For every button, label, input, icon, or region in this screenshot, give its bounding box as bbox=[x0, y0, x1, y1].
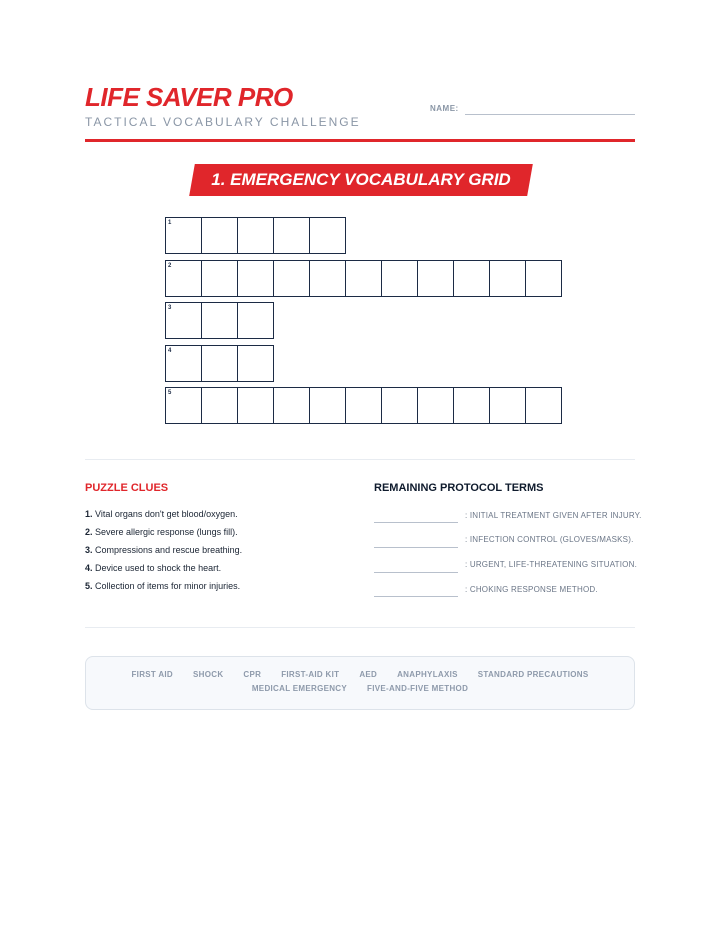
word-bank-term: STANDARD PRECAUTIONS bbox=[477, 670, 589, 679]
letter-cell[interactable] bbox=[165, 260, 202, 297]
letter-cell[interactable] bbox=[273, 260, 310, 297]
letter-cell[interactable] bbox=[381, 387, 418, 424]
letter-cell[interactable] bbox=[309, 387, 346, 424]
terms-heading: REMAINING PROTOCOL TERMS bbox=[374, 482, 544, 494]
word-bank-term: CPR bbox=[243, 670, 262, 679]
word-bank-term: MEDICAL EMERGENCY bbox=[251, 684, 348, 693]
letter-cell[interactable] bbox=[489, 387, 526, 424]
clue-item bbox=[85, 545, 242, 555]
letter-cell[interactable] bbox=[201, 260, 238, 297]
clue-number: 3. bbox=[85, 545, 93, 555]
divider bbox=[85, 627, 635, 628]
letter-cell[interactable] bbox=[525, 260, 562, 297]
term-definition: : INITIAL TREATMENT GIVEN AFTER INJURY. bbox=[465, 511, 642, 520]
clue-text: Device used to shock the heart. bbox=[95, 563, 222, 573]
worksheet-header bbox=[85, 82, 635, 144]
letter-cell[interactable] bbox=[201, 387, 238, 424]
letter-cell[interactable] bbox=[417, 387, 454, 424]
letter-cell[interactable] bbox=[201, 302, 238, 339]
clue-text: Collection of items for minor injuries. bbox=[95, 581, 241, 591]
name-input-line[interactable] bbox=[465, 114, 635, 115]
term-answer-line[interactable] bbox=[374, 547, 458, 548]
clue-item bbox=[85, 527, 238, 537]
clue-text: Vital organs don't get blood/oxygen. bbox=[95, 509, 238, 519]
grid-row-2 bbox=[165, 260, 561, 297]
clue-item bbox=[85, 563, 221, 573]
letter-cell[interactable] bbox=[309, 217, 346, 254]
letter-cell[interactable] bbox=[165, 302, 202, 339]
cell-number: 4 bbox=[168, 348, 172, 354]
letter-cell[interactable] bbox=[489, 260, 526, 297]
letter-cell[interactable] bbox=[273, 387, 310, 424]
letter-cell[interactable] bbox=[417, 260, 454, 297]
letter-cell[interactable] bbox=[237, 345, 274, 382]
header-rule bbox=[85, 139, 635, 142]
term-definition: : CHOKING RESPONSE METHOD. bbox=[465, 585, 598, 594]
letter-cell[interactable] bbox=[345, 387, 382, 424]
term-answer-line[interactable] bbox=[374, 522, 458, 523]
word-bank-term: FIRST-AID KIT bbox=[281, 670, 340, 679]
cell-number: 5 bbox=[168, 390, 172, 396]
letter-cell[interactable] bbox=[237, 387, 274, 424]
letter-cell[interactable] bbox=[381, 260, 418, 297]
cell-number: 1 bbox=[168, 220, 172, 226]
term-definition: : URGENT, LIFE-THREATENING SITUATION. bbox=[465, 560, 638, 569]
clue-text: Severe allergic response (lungs fill). bbox=[95, 527, 238, 537]
word-bank-term: FIVE-AND-FIVE METHOD bbox=[367, 684, 469, 693]
clue-item bbox=[85, 509, 238, 519]
brand-title: LIFE SAVER PRO bbox=[85, 82, 293, 112]
letter-cell[interactable] bbox=[345, 260, 382, 297]
clue-number: 2. bbox=[85, 527, 93, 537]
grid-row-5 bbox=[165, 387, 561, 424]
word-bank-term: SHOCK bbox=[193, 670, 224, 679]
letter-cell[interactable] bbox=[165, 217, 202, 254]
letter-cell[interactable] bbox=[201, 217, 238, 254]
letter-cell[interactable] bbox=[309, 260, 346, 297]
term-answer-line[interactable] bbox=[374, 572, 458, 573]
letter-cell[interactable] bbox=[165, 345, 202, 382]
clue-number: 5. bbox=[85, 581, 93, 591]
name-field[interactable] bbox=[430, 104, 635, 118]
word-bank-term: FIRST AID bbox=[131, 670, 173, 679]
letter-cell[interactable] bbox=[453, 260, 490, 297]
section-title: 1. EMERGENCY VOCABULARY GRID bbox=[211, 170, 511, 189]
cell-number: 3 bbox=[168, 305, 172, 311]
word-bank-term: AED bbox=[359, 670, 378, 679]
grid-row-3 bbox=[165, 302, 273, 339]
brand-subtitle: TACTICAL VOCABULARY CHALLENGE bbox=[85, 115, 361, 129]
term-definition: : INFECTION CONTROL (GLOVES/MASKS). bbox=[465, 535, 634, 544]
letter-cell[interactable] bbox=[237, 260, 274, 297]
grid-row-1 bbox=[165, 217, 345, 254]
letter-cell[interactable] bbox=[525, 387, 562, 424]
cell-number: 2 bbox=[168, 263, 172, 269]
clue-item bbox=[85, 581, 240, 591]
clue-number: 1. bbox=[85, 509, 93, 519]
letter-cell[interactable] bbox=[237, 217, 274, 254]
word-bank-row bbox=[86, 684, 634, 693]
divider bbox=[85, 459, 635, 460]
letter-cell[interactable] bbox=[165, 387, 202, 424]
letter-cell[interactable] bbox=[237, 302, 274, 339]
clue-text: Compressions and rescue breathing. bbox=[95, 545, 243, 555]
letter-cell[interactable] bbox=[273, 217, 310, 254]
grid-row-4 bbox=[165, 345, 273, 382]
clues-heading: PUZZLE CLUES bbox=[85, 482, 169, 494]
letter-cell[interactable] bbox=[201, 345, 238, 382]
term-answer-line[interactable] bbox=[374, 596, 458, 597]
word-bank-term: ANAPHYLAXIS bbox=[397, 670, 458, 679]
clue-number: 4. bbox=[85, 563, 93, 573]
letter-cell[interactable] bbox=[453, 387, 490, 424]
word-bank-row bbox=[86, 670, 634, 679]
name-label: NAME: bbox=[430, 104, 459, 113]
word-bank bbox=[85, 656, 635, 710]
